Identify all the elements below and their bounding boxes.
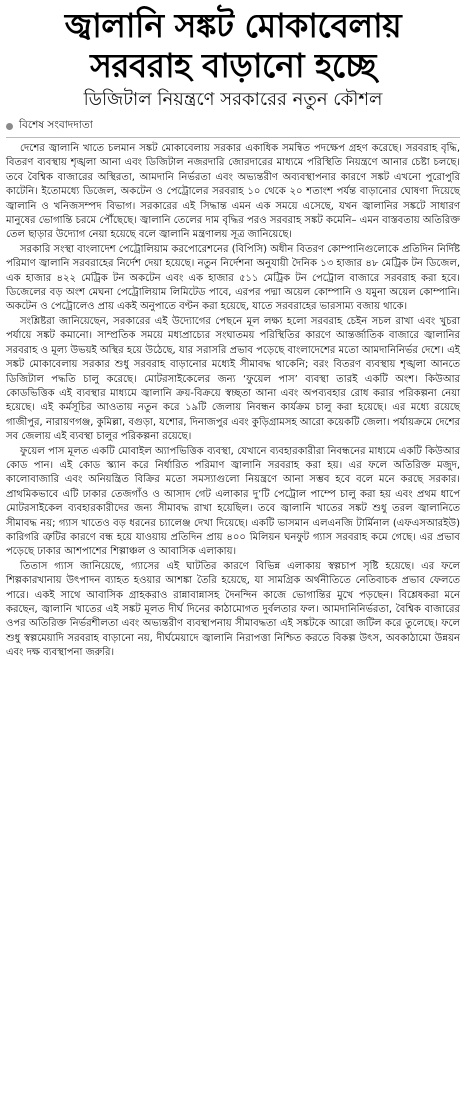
paragraph-3: সংশ্লিষ্টরা জানিয়েছেন, সরকারের এই উদ্যোগের পেছনে মূল লক্ষ্য হলো সরবরাহ চেইন সচল রাখা এবং খুচরা পর্যায়ে সঙ্কট কমানো। সাম্প্রতিক সময়ে মধ্যপ্রাচ্যের সংঘাতময় পরিস্থিতির কারণে আন্তর্জাতিক বাজারে জ্বালানির সরবরাহ ও মূল্য উভয়ই অস্থির হয়ে উঠেছে, যার সরাসরি প্রভাব পড়েছে বাংলাদেশের মতো আমদানিনির্ভর দেশে। এই সঙ্কট মোকাবেলায় সরকার শুধু সরবরাহ বাড়ানোর মধ্যেই সীমাবদ্ধ থাকেনি; বরং বিতরণ ব্যবস্থায় শৃঙ্খলা আনতে ডিজিটাল পদ্ধতি চালু করেছে। মোটরসাইকেলের জন্য ‘ফুয়েল পাস’ ব্যবস্থা তারই একটি অংশ। কিউআর কোডভিত্তিক এই ব্যবস্থার মাধ্যমে জ্বালানি ক্রয়-বিক্রয়ে স্বচ্ছতা আনা এবং অপব্যবহার রোধ করার পরিকল্পনা নেয়া হয়েছে। এই কর্মসূচির আওতায় নতুন করে ১৯টি জেলায় নিবন্ধন কার্যক্রম চালু করা হয়েছে। এর মধ্যে রয়েছে গাজীপুর, নারায়ণগঞ্জ, কুমিল্লা, বগুড়া, যশোর, দিনাজপুর এবং কুড়িগ্রামসহ আরো কয়েকটি জেলা। পর্যায়ক্রমে দেশের সব জেলায় এই ব্যবস্থা চালুর পরিকল্পনা রয়েছে। [6, 315, 460, 443]
bullet-icon [6, 123, 13, 130]
paragraph-5: তিতাস গ্যাস জানিয়েছে, গ্যাসের এই ঘাটতির কারণে বিভিন্ন এলাকায় স্বল্পচাপ সৃষ্টি হয়েছে। এর ফলে শিল্পকারখানায় উৎপাদন ব্যাহত হওয়ার আশঙ্কা তৈরি হয়েছে, যা সামগ্রিক অর্থনীতিতে নেতিবাচক প্রভাব ফেলতে পারে। একই সাথে আবাসিক গ্রাহকরাও রান্নাবান্নাসহ দৈনন্দিন কাজে ভোগান্তির মুখে পড়ছেন। বিশ্লেষকরা মনে করছেন, জ্বালানি খাতের এই সঙ্কট মূলত দীর্ঘ দিনের কাঠামোগত দুর্বলতার ফল। আমদানিনির্ভরতা, বৈশ্বিক বাজারের ওপর অতিরিক্ত নির্ভরশীলতা এবং অভ্যন্তরীণ ব্যবস্থাপনায় সীমাবদ্ধতা এই সঙ্কটকে আরো জটিল করে তুলেছে। ফলে শুধু স্বল্পমেয়াদি সরবরাহ বাড়ানো নয়, দীর্ঘমেয়াদে জ্বালানি নিরাপত্তা নিশ্চিত করতে বিকল্প উৎস, অবকাঠামো উন্নয়ন এবং দক্ষ ব্যবস্থাপনা জরুরি। [6, 560, 460, 659]
headline-line-2: সরবরাহ বাড়ানো হচ্ছে [90, 46, 376, 85]
article-body [0, 142, 466, 661]
paragraph-4: ফুয়েল পাস মূলত একটি মোবাইল অ্যাপভিত্তিক ব্যবস্থা, যেখানে ব্যবহারকারীরা নিবন্ধনের মাধ্যমে একটি কিউআর কোড পান। এই কোড স্ক্যান করে নির্ধারিত পরিমাণ জ্বালানি সরবরাহ করা হয়। এর ফলে অতিরিক্ত মজুদ, কালোবাজারি এবং অনিয়ন্ত্রিত বিক্রির মতো সমস্যাগুলো নিয়ন্ত্রণে আনা সম্ভব হবে বলে মনে করছে সরকার। প্রাথমিকভাবে এটি ঢাকার তেজগাঁও ও আসাদ গেট এলাকার দু’টি পেট্রোল পাম্পে চালু করা হয় এবং প্রথম ধাপে মোটরসাইকেল ব্যবহারকারীদের জন্য সীমাবদ্ধ রাখা হয়েছিল। তবে জ্বালানি খাতের সঙ্কট শুধু তরল জ্বালানিতে সীমাবদ্ধ নয়; গ্যাস খাতেও বড় ধরনের চ্যালেঞ্জ দেখা দিয়েছে। একটি ভাসমান এলএনজি টার্মিনাল (এফএসআরইউ) কারিগরি ত্রুটির কারণে বন্ধ হয়ে যাওয়ায় প্রতিদিন প্রায় ৪০০ মিলিয়ন ঘনফুট গ্যাস সরবরাহ কমে গেছে। এর প্রভাব পড়েছে ঢাকার আশপাশের শিল্পাঞ্চল ও আবাসিক এলাকায়। [6, 445, 460, 558]
byline [6, 118, 466, 135]
subheadline: ডিজিটাল নিয়ন্ত্রণে সরকারের নতুন কৌশল [83, 89, 383, 110]
headline-line-1: জ্বালানি সঙ্কট মোকাবেলায় [64, 6, 402, 45]
paragraph-2: সরকারি সংস্থা বাংলাদেশ পেট্রোলিয়াম করপোরেশনের (বিপিসি) অধীন বিতরণ কোম্পানিগুলোকে প্রতিদিন নির্দিষ্ট পরিমাণ জ্বালানি সরবরাহের নির্দেশ দেয়া হয়েছে। নতুন নির্দেশনা অনুযায়ী দৈনিক ১৩ হাজার ৪৮ মেট্রিক টন ডিজেল, এক হাজার ৪২২ মেট্রিক টন অকটেন এবং এক হাজার ৫১১ মেট্রিক টন পেট্রোল বাজারে সরবরাহ করা হবে। ডিজেলের বড় অংশ মেঘনা পেট্রোলিয়াম লিমিটেড পাবে, এরপর পদ্মা অয়েল কোম্পানি ও যমুনা অয়েল কোম্পানি। অকটেন ও পেট্রোলেও প্রায় একই অনুপাতে বণ্টন করা হয়েছে, যাতে সরবরাহের ভারসাম্য বজায় থাকে। [6, 243, 460, 313]
paragraph-1: দেশের জ্বালানি খাতে চলমান সঙ্কট মোকাবেলায় সরকার একাধিক সমন্বিত পদক্ষেপ গ্রহণ করেছে। সরবরাহ বৃদ্ধি, বিতরণ ব্যবস্থায় শৃঙ্খলা আনা এবং ডিজিটাল নজরদারি জোরদারের মাধ্যমে পরিস্থিতি নিয়ন্ত্রণে আনার চেষ্টা চলছে। তবে বৈশ্বিক বাজারের অস্থিরতা, আমদানি নির্ভরতা এবং অভ্যন্তরীণ অব্যবস্থাপনার কারণে সঙ্কট এখনো পুরোপুরি কাটেনি। ইতোমধ্যে ডিজেল, অকটেন ও পেট্রোলের সরবরাহ ১০ থেকে ২০ শতাংশ পর্যন্ত বাড়ানোর ঘোষণা দিয়েছে জ্বালানি ও খনিজসম্পদ বিভাগ। সরকারের এই সিদ্ধান্ত এমন এক সময়ে এসেছে, যখন জ্বালানির সঙ্কটে সাধারণ মানুষের ভোগান্তি চরমে পৌঁছেছে। জ্বালানি তেলের দাম বৃদ্ধির পরও সরবরাহ সঙ্কট কমেনি– এমন বাস্তবতায় অতিরিক্ত তেল ছাড়ার উদ্যোগ নেয়া হয়েছে বলে জ্বালানি মন্ত্রণালয় সূত্র জানিয়েছে। [6, 143, 460, 241]
byline-text: বিশেষ সংবাদদাতা [19, 119, 93, 131]
divider [6, 137, 460, 138]
